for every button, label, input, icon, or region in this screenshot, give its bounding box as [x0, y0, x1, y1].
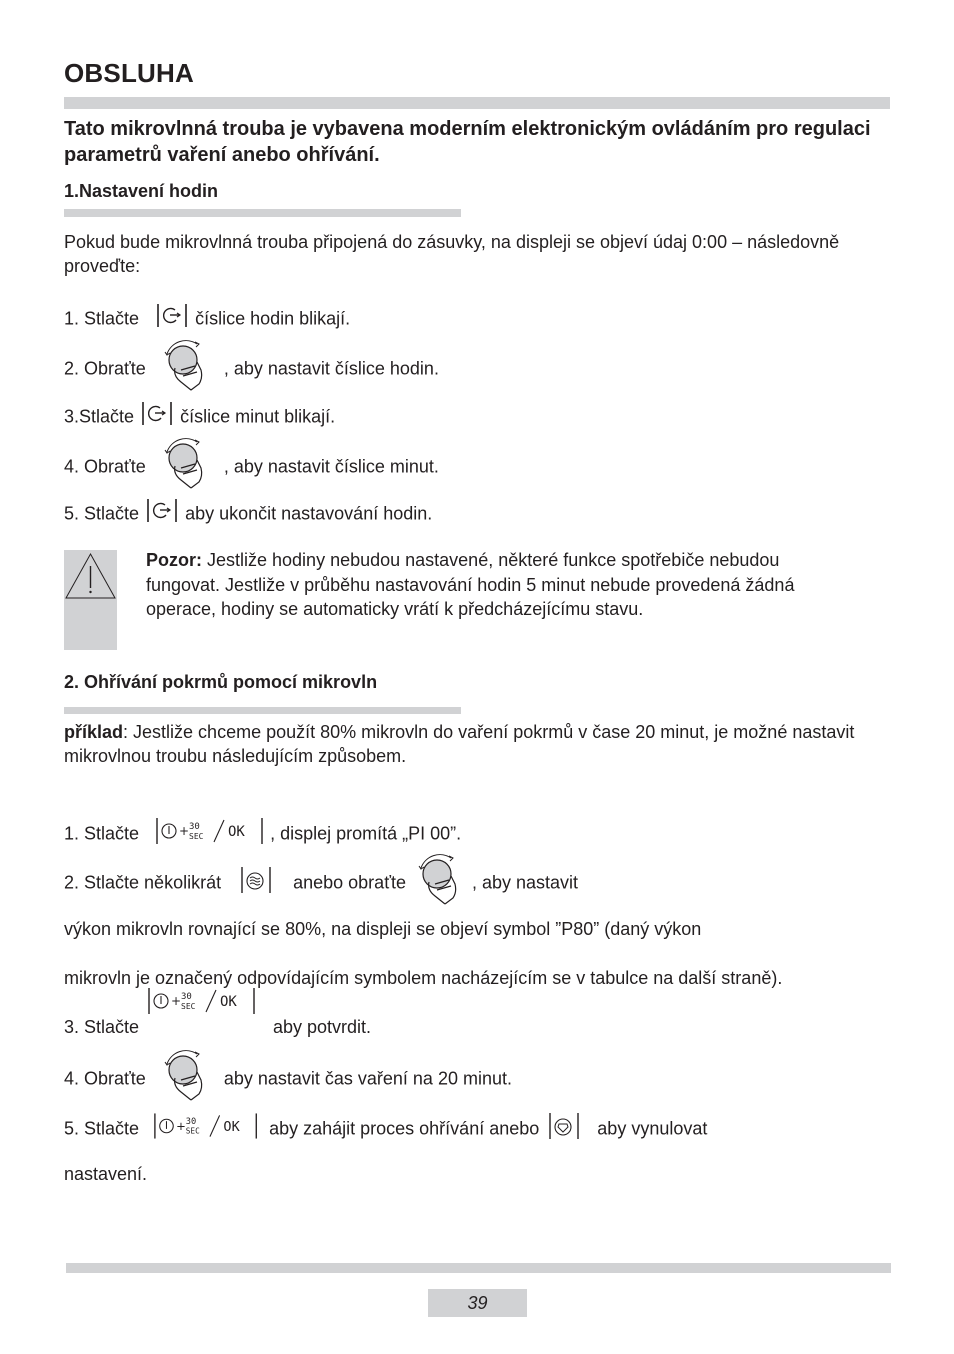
section2-rule — [64, 707, 461, 714]
warning-triangle-icon — [64, 550, 117, 650]
s2-step-2-mid: anebo obraťte — [293, 872, 406, 893]
s2-step-1-pre: 1. Stlačte — [64, 823, 140, 844]
clock-button-icon — [144, 498, 180, 531]
s1-step-1 — [64, 303, 350, 336]
section2-example — [64, 720, 894, 768]
stop-button-icon — [546, 1112, 582, 1147]
sec30-glyph: 30 — [181, 992, 192, 1002]
s2-line-b: mikrovln je označený odpovídajícím symbolem nacházejícím se v tabulce na další straně). — [64, 968, 783, 988]
clock-button-icon — [139, 401, 175, 434]
start-30sec-ok-button-icon — [146, 987, 262, 1020]
dial-knob-icon — [161, 438, 211, 497]
example-text: : Jestliže chceme použít 80% mikrovln do vaření pokrmů v čase 20 minut, je možné nastavit mikrovlnou troubu následujícím způsobem. — [64, 722, 855, 766]
ok-glyph: OK — [228, 824, 245, 840]
s2-step-4 — [64, 1050, 512, 1109]
s2-line-a: výkon mikrovln rovnající se 80%, na displeji se objeví symbol ”P80” (daný výkon — [64, 919, 702, 939]
s1-step-5 — [64, 498, 432, 531]
s2-step-3-pre: 3. Stlačte — [64, 1017, 140, 1037]
s1-step-5-pre: 5. Stlačte — [64, 503, 140, 524]
s2-step-1 — [64, 817, 461, 852]
s1-step-3 — [64, 401, 335, 434]
s2-end: nastavení. — [64, 1164, 148, 1184]
s1-step-2-pre: 2. Obraťte — [64, 358, 146, 379]
s1-step-3-pre: 3.Stlačte — [64, 406, 135, 427]
dial-knob-icon — [161, 1050, 211, 1109]
section2-heading: 2. Ohřívání pokrmů pomocí mikrovln — [64, 672, 378, 692]
ok-glyph: OK — [223, 1118, 240, 1135]
sec-glyph: SEC — [189, 832, 204, 841]
s2-step-4-post: aby nastavit čas vaření na 20 minut. — [223, 1068, 512, 1089]
plus-glyph: + — [176, 1118, 186, 1133]
intro-text: Tato mikrovlnná trouba je vybavena moderním elektronickým ovládáním pro regulaci parametrů vaření anebo ohřívání. — [64, 118, 871, 166]
s2-step-4-pre: 4. Obraťte — [64, 1068, 146, 1089]
s1-step-5-post: aby ukončit nastavování hodin. — [185, 503, 433, 524]
section1-paragraph: Pokud bude mikrovlnná trouba připojená do zásuvky, na displeji se objeví údaj 0:00 – následovně proveďte: — [64, 232, 840, 276]
page-title: OBSLUHA — [64, 58, 194, 88]
s1-step-3-post: číslice minut blikají. — [180, 406, 336, 427]
s1-step-4-pre: 4. Obraťte — [64, 456, 146, 477]
s1-step-2-post: , aby nastavit číslice hodin. — [223, 358, 439, 379]
s2-step-5-pre: 5. Stlačte — [64, 1118, 140, 1139]
dial-knob-icon — [415, 854, 465, 913]
s1-step-4 — [64, 438, 439, 497]
s2-step-2-pre: 2. Stlačte několikrát — [64, 872, 222, 893]
warning-box — [64, 550, 117, 650]
sec30-glyph: 30 — [185, 1117, 197, 1128]
sec-glyph: SEC — [181, 1002, 196, 1011]
sec30-glyph: 30 — [189, 822, 200, 832]
s2-step-1-post: , displej promítá „PI 00”. — [270, 823, 462, 844]
start-30sec-ok-button-icon — [154, 817, 270, 852]
s2-step-5-mid: aby zahájit proces ohřívání anebo — [269, 1118, 540, 1139]
s1-step-1-post: číslice hodin blikají. — [195, 308, 351, 329]
s1-step-2 — [64, 340, 439, 399]
example-label: příklad — [64, 722, 124, 742]
clock-button-icon — [154, 303, 190, 336]
plus-glyph: + — [179, 824, 190, 838]
s2-step-3-post: aby potvrdit. — [273, 1017, 372, 1037]
dial-knob-icon — [161, 340, 211, 399]
start-30sec-ok-button-icon — [152, 1112, 264, 1147]
sec-glyph: SEC — [185, 1126, 200, 1136]
footer-rule — [66, 1263, 891, 1273]
s2-step-5 — [64, 1112, 707, 1147]
s2-step-2-post: , aby nastavit — [471, 872, 579, 893]
warning-label: Pozor: — [146, 550, 202, 570]
page-number: 39 — [428, 1289, 527, 1317]
s1-step-1-pre: 1. Stlačte — [64, 308, 140, 329]
warning-text — [146, 548, 846, 622]
warning-body: Jestliže hodiny nebudou nastavené, některé funkce spotřebiče nebudou fungovat. Jestliže v průběhu nastavování hodin 5 minut nebude provedená žádná operace, hodiny se automaticky vrátí k předcházejícímu stavu. — [146, 550, 795, 619]
s2-step-5-post: aby vynulovat — [597, 1118, 708, 1139]
section1-heading: 1.Nastavení hodin — [64, 181, 219, 201]
plus-glyph: + — [171, 994, 182, 1008]
title-rule — [64, 97, 890, 109]
section1-rule — [64, 209, 461, 217]
s2-step-2 — [64, 854, 578, 913]
s1-step-4-post: , aby nastavit číslice minut. — [223, 456, 439, 477]
ok-glyph: OK — [220, 994, 237, 1010]
microwave-power-button-icon — [238, 866, 274, 901]
